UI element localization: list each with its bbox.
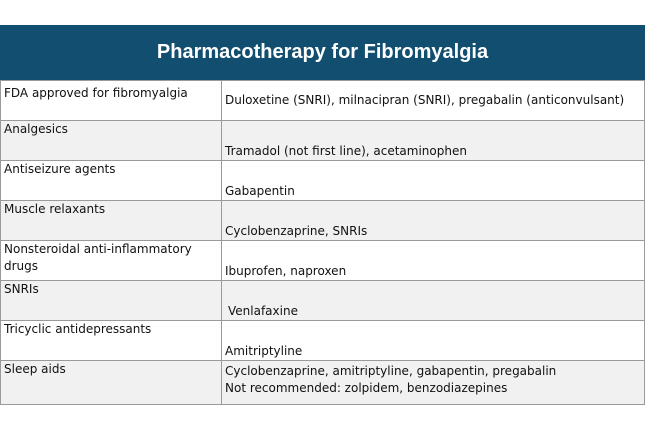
table-title	[0, 25, 645, 80]
drug-list: Cyclobenzaprine, amitriptyline, gabapentin, pregabalin	[225, 364, 557, 378]
drug-list: Duloxetine (SNRI), milnacipran (SNRI), pregabalin (anticonvulsant)	[225, 93, 625, 107]
category-cell	[1, 121, 222, 161]
category-cell	[1, 81, 222, 121]
drug-list: Gabapentin	[225, 184, 295, 198]
drug-list: Ibuprofen, naproxen	[225, 264, 347, 278]
drug-cell	[222, 241, 645, 281]
table-row	[1, 281, 645, 321]
category-label: FDA approved for fibromyalgia	[4, 86, 188, 100]
drug-cell	[222, 81, 645, 121]
table-row	[1, 361, 645, 405]
table-row	[1, 161, 645, 201]
table-row	[1, 321, 645, 361]
drug-list: Cyclobenzaprine, SNRIs	[225, 224, 368, 238]
category-label: SNRIs	[4, 282, 39, 296]
drug-list: Tramadol (not first line), acetaminophen	[225, 144, 467, 158]
drug-cell	[222, 321, 645, 361]
category-label: Muscle relaxants	[4, 202, 106, 216]
drug-cell	[222, 361, 645, 405]
table-row	[1, 81, 645, 121]
category-cell	[1, 361, 222, 405]
category-cell	[1, 241, 222, 281]
table-row	[1, 241, 645, 281]
table-title-text: Pharmacotherapy for Fibromyalgia	[156, 41, 489, 63]
category-label: Nonsteroidal anti-inflammatory drugs	[4, 242, 192, 273]
category-label: Sleep aids	[4, 362, 66, 376]
category-cell	[1, 201, 222, 241]
drug-cell	[222, 161, 645, 201]
category-cell	[1, 321, 222, 361]
drug-cell	[222, 281, 645, 321]
table-row	[1, 121, 645, 161]
pharmacotherapy-table	[0, 80, 645, 405]
drug-cell	[222, 121, 645, 161]
category-cell	[1, 161, 222, 201]
drug-cell	[222, 201, 645, 241]
category-label: Antiseizure agents	[4, 162, 116, 176]
category-label: Analgesics	[4, 122, 68, 136]
category-cell	[1, 281, 222, 321]
category-label: Tricyclic antidepressants	[4, 322, 152, 336]
drug-note: Not recommended: zolpidem, benzodiazepines	[225, 381, 508, 395]
drug-list: Amitriptyline	[225, 344, 303, 358]
table-row	[1, 201, 645, 241]
drug-list: Venlafaxine	[228, 304, 298, 318]
